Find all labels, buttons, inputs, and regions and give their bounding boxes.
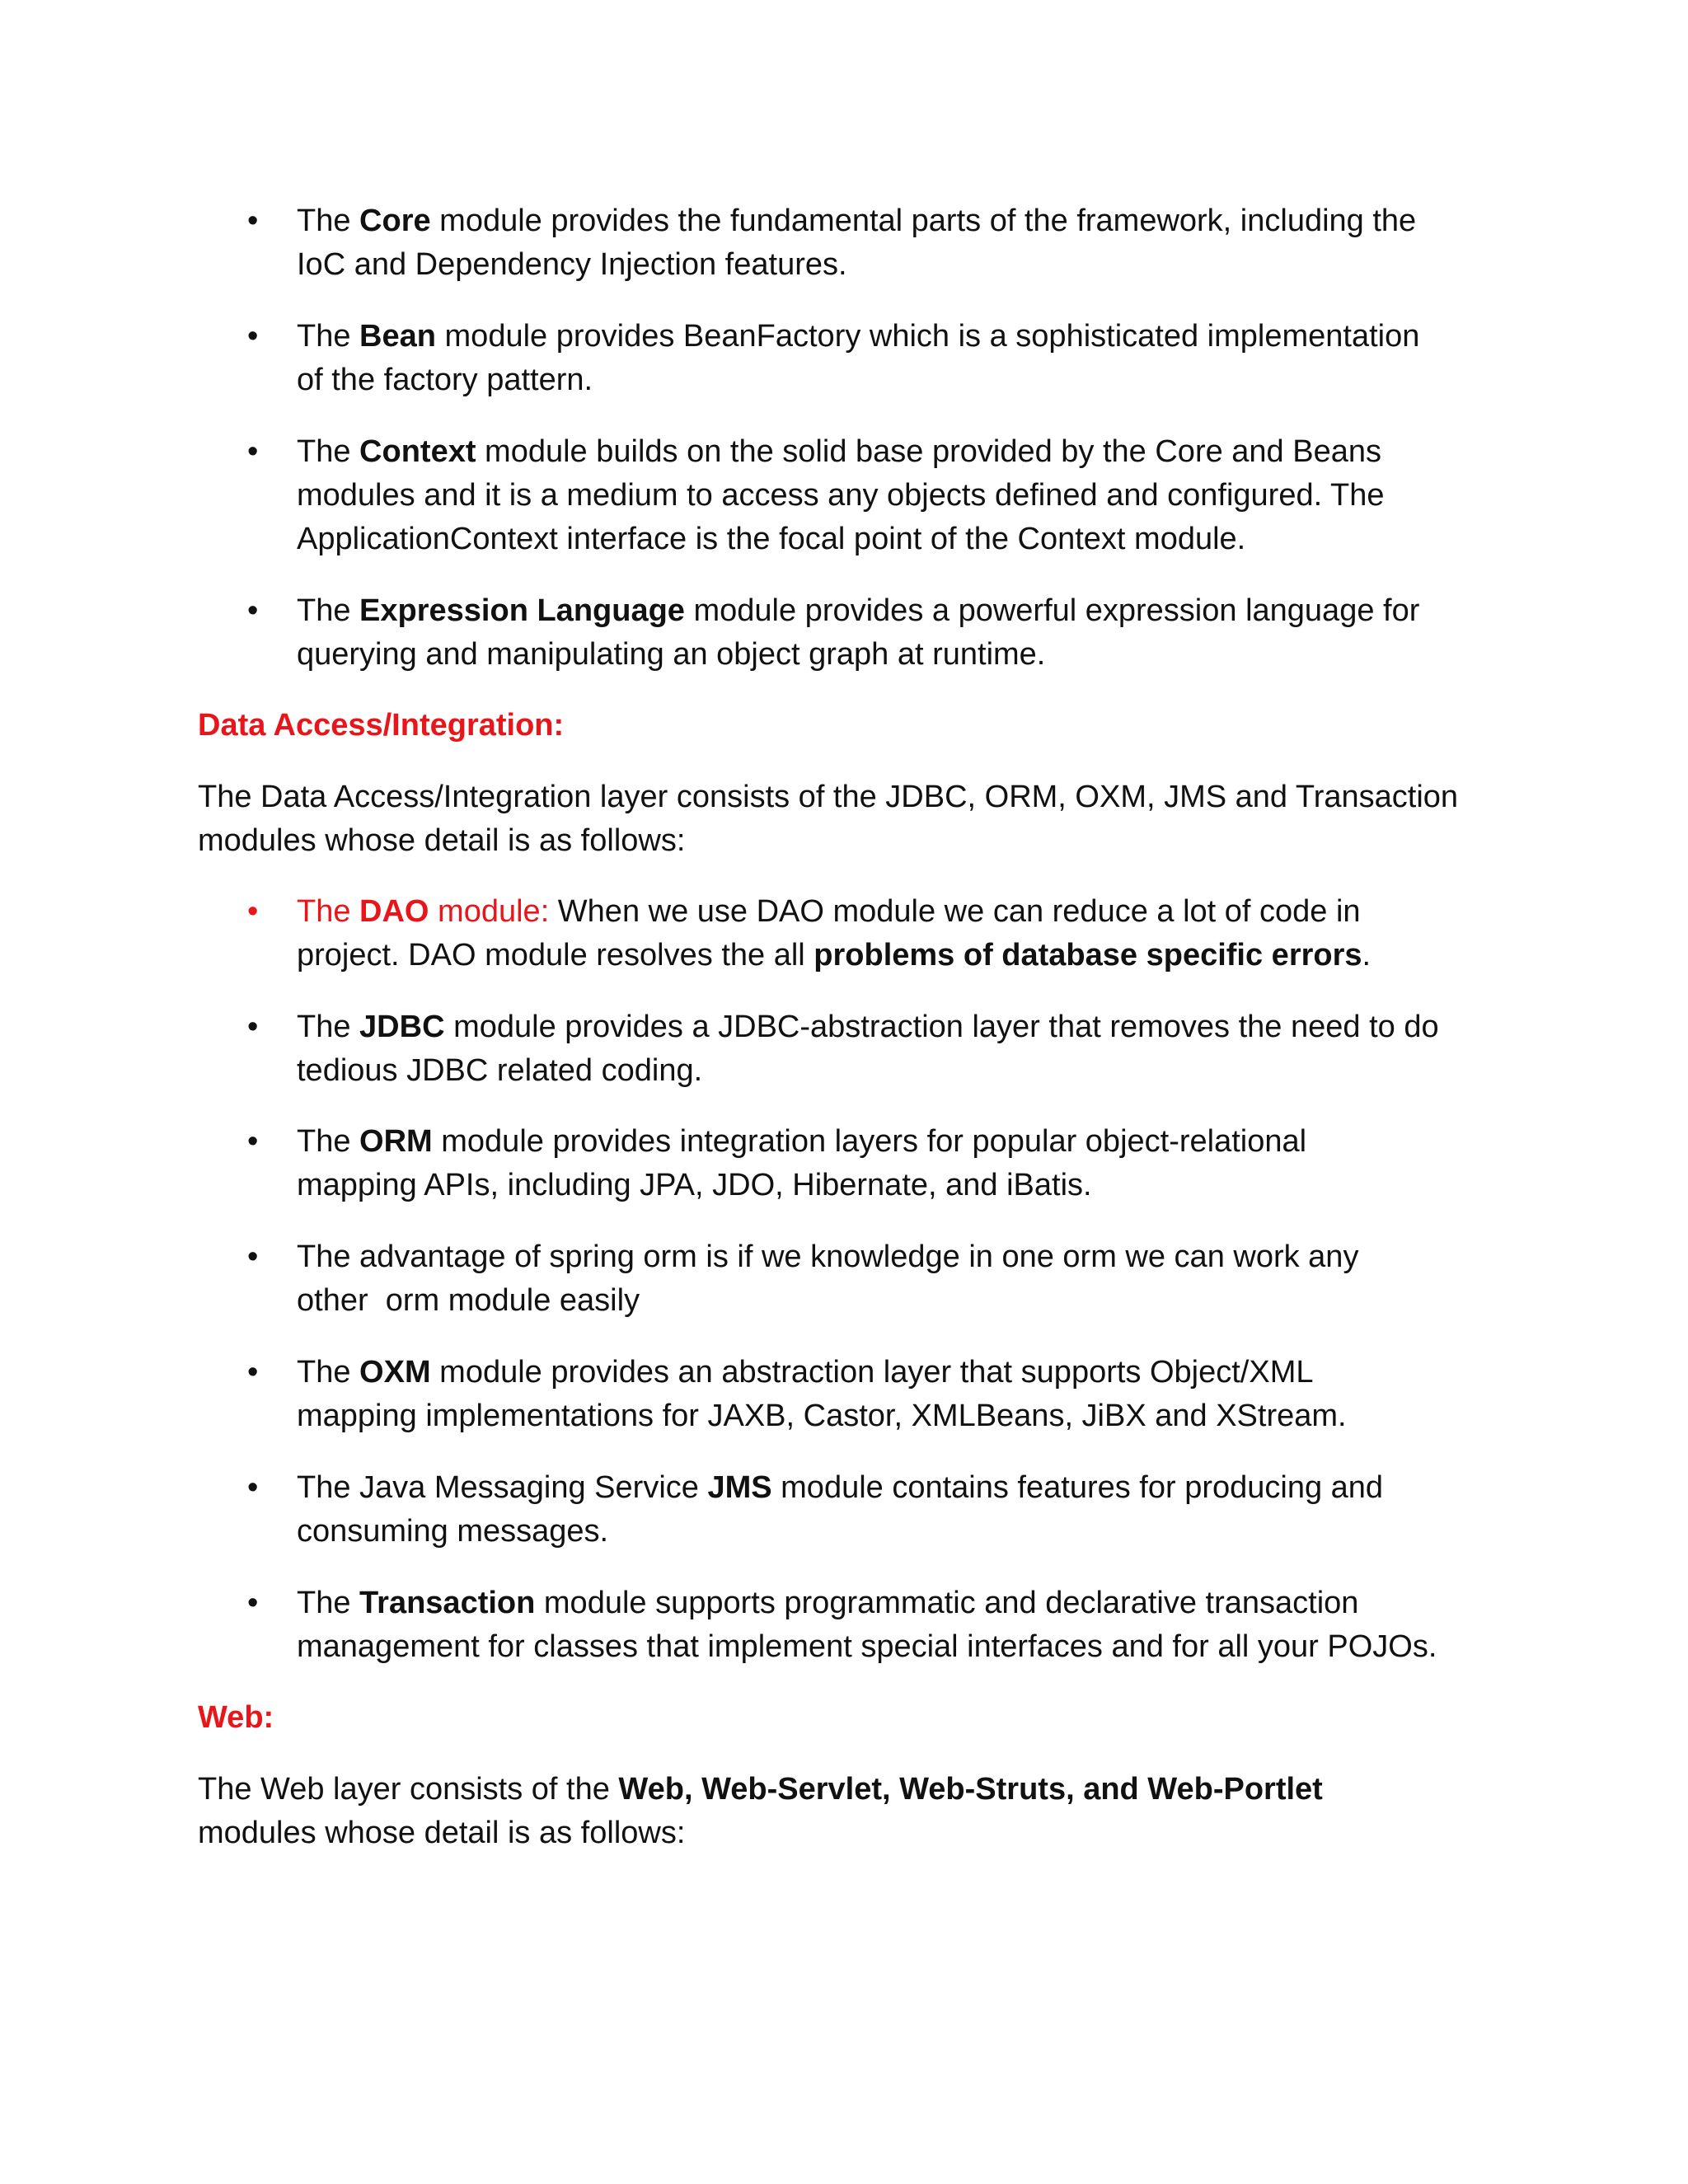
text: module provides BeanFactory which is a sophisticated implementation (435, 319, 1420, 354)
bullet-dot: • (247, 1240, 259, 1274)
term-jms: JMS (707, 1470, 772, 1505)
text: The (297, 1355, 360, 1390)
bullet-dot: • (247, 1124, 259, 1159)
text: module: (429, 894, 550, 929)
text: management for classes that implement special interfaces and for all your POJOs. (297, 1629, 1437, 1664)
text: mapping implementations for JAXB, Castor, XMLBeans, JiBX and XStream. (297, 1399, 1347, 1433)
emphasis: problems of database specific errors (814, 938, 1362, 972)
bullet-dot: • (247, 204, 259, 238)
section-heading-data-access: Data Access/Integration: (198, 708, 565, 743)
text: The (297, 1586, 360, 1620)
bullet-dot: • (247, 593, 259, 628)
text: The advantage of spring orm is if we knowledge in one orm we can work any (297, 1240, 1359, 1274)
web-modules: Web, Web-Servlet, Web-Struts, and Web-Portlet (618, 1772, 1323, 1807)
term-oxm: OXM (359, 1355, 431, 1390)
text: The Java Messaging Service (297, 1470, 708, 1505)
text: project. DAO module resolves the all (297, 938, 814, 972)
text: The (297, 319, 360, 354)
text: The (297, 434, 360, 469)
web-intro (198, 1768, 1517, 1855)
text: modules and it is a medium to access any objects defined and configured. The (297, 478, 1385, 513)
bullet-dot: • (247, 894, 259, 929)
text: The Data Access/Integration layer consists of the JDBC, ORM, OXM, JMS and Transaction (198, 780, 1459, 814)
term-dao: DAO (359, 894, 429, 929)
term-jdbc: JDBC (359, 1010, 445, 1044)
text: module contains features for producing and (771, 1470, 1384, 1505)
term-expression-language: Expression Language (359, 593, 685, 628)
bullet-dot: • (247, 1470, 259, 1505)
text: querying and manipulating an object graph at runtime. (297, 637, 1046, 672)
text: mapping APIs, including JPA, JDO, Hibernate, and iBatis. (297, 1168, 1092, 1202)
term-bean: Bean (359, 319, 436, 354)
text: module provides a JDBC-abstraction layer that removes the need to do (444, 1010, 1439, 1044)
text: The (297, 593, 360, 628)
text: tedious JDBC related coding. (297, 1053, 703, 1088)
bullet-dot: • (247, 434, 259, 469)
term-context: Context (359, 434, 476, 469)
text: The (297, 894, 360, 929)
text: module provides integration layers for popular object-relational (432, 1124, 1307, 1159)
bullet-dot: • (247, 319, 259, 354)
bullet-dot: • (247, 1010, 259, 1044)
bullet-dot: • (247, 1586, 259, 1620)
text: module provides an abstraction layer that supports Object/XML (430, 1355, 1314, 1390)
text: . (1362, 938, 1372, 972)
text: The Web layer consists of the (198, 1772, 619, 1807)
text: When we use DAO module we can reduce a lot of code in (549, 894, 1361, 929)
text: The (297, 1124, 360, 1159)
text: The (297, 1010, 360, 1044)
text: module provides a powerful expression language for (684, 593, 1420, 628)
text: other orm module easily (297, 1283, 640, 1318)
data-access-intro (198, 776, 1517, 863)
text: ApplicationContext interface is the focal point of the Context module. (297, 522, 1246, 556)
text: modules whose detail is as follows: (198, 1816, 686, 1850)
bullet-dot: • (247, 1355, 259, 1390)
term-transaction: Transaction (359, 1586, 536, 1620)
text: modules whose detail is as follows: (198, 823, 686, 858)
text: module builds on the solid base provided by the Core and Beans (476, 434, 1381, 469)
text: The (297, 204, 360, 238)
text: of the factory pattern. (297, 363, 593, 397)
text: module provides the fundamental parts of the framework, including the (430, 204, 1417, 238)
text: IoC and Dependency Injection features. (297, 247, 847, 282)
term-core: Core (359, 204, 431, 238)
text: consuming messages. (297, 1514, 609, 1549)
term-orm: ORM (359, 1124, 433, 1159)
text: module supports programmatic and declarative transaction (535, 1586, 1359, 1620)
section-heading-web: Web: (198, 1700, 274, 1735)
